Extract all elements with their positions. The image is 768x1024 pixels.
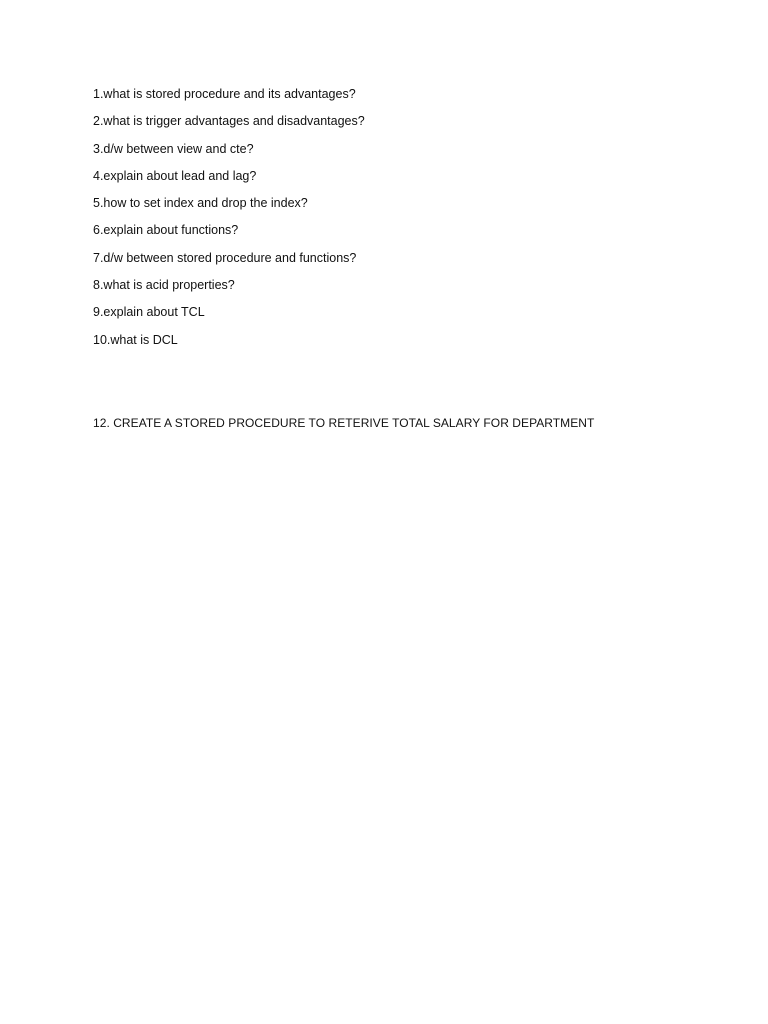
question-item: 1.what is stored procedure and its advantages? [93,87,356,101]
question-item: 8.what is acid properties? [93,278,235,293]
question-item: 10.what is DCL [93,332,178,347]
question-item: 6.explain about functions? [93,223,239,238]
question-item: 5.how to set index and drop the index? [93,196,308,211]
question-list [93,86,365,359]
question-item: 7.d/w between stored procedure and functions? [93,250,357,265]
question-item: 4.explain about lead and lag? [93,168,257,183]
question-item: 3.d/w between view and cte? [93,141,254,156]
question-item: 9.explain about TCL [93,305,205,320]
question-item: 2.what is trigger advantages and disadvantages? [93,114,365,129]
task-heading: 12. CREATE A STORED PROCEDURE TO RETERIVE TOTAL SALARY FOR DEPARTMENT [93,416,595,430]
